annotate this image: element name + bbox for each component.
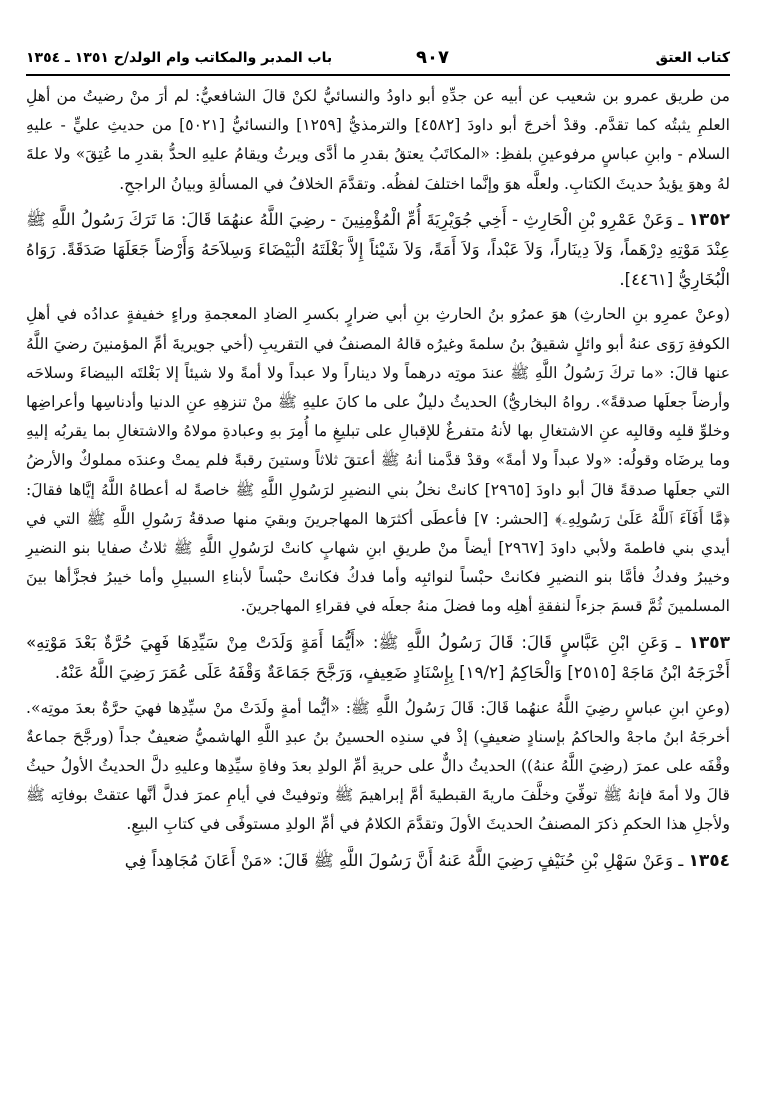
running-header — [26, 44, 730, 76]
hadith-number: ١٣٥٢ — [688, 209, 730, 230]
hadith-1354 — [26, 846, 730, 877]
chapter-title: باب المدبر والمكاتب وام الولد/ح ١٣٥١ ـ ١٣٥٤ — [26, 50, 333, 66]
hadith-text: ـ وَعَنْ عَمْرِو بْنِ الْحَارِثِ - أَخِي جُوَيْرِيَةَ أُمِّ الْمُؤْمِنِينَ - رضِيَ اللَّهُ عنهُمَا قَالَ: مَا تَرَكَ رَسُولُ اللَّهِ ﷺ عِنْدَ مَوْتِهِ دِرْهَماً، وَلاَ دِينَاراً، وَلاَ عَبْداً، وَلاَ أَمَةً، وَلاَ شَيْئاً إِلاَّ بَغْلَتَهُ الْبَيْضَاءَ وَسِلاَحَهُ وَأَرْضاً جَعَلَهَا صَدَقَةً. رَوَاهُ الْبُخَارِيُّ [٤٤٦١]. — [26, 209, 730, 289]
page-body — [26, 82, 730, 876]
hadith-number: ١٣٥٤ — [688, 850, 730, 871]
hadith-1353 — [26, 628, 730, 688]
hadith-1352 — [26, 205, 730, 295]
book-title: كتاب العتق — [655, 50, 730, 66]
hadith-text: ـ وَعَنِ ابْنِ عَبَّاسٍ قَالَ: قَالَ رَسُولُ اللَّهِ ﷺ: «أَيُّمَا أَمَةٍ وَلَدَتْ مِنْ سَيِّدِهَا فَهِيَ حُرَّةٌ بَعْدَ مَوْتِهِ» أَخْرَجَهُ ابْنُ مَاجَهْ [٢٥١٥] وَالْحَاكِمُ [١٩/٢] بِإِسْنَادٍ ضَعِيفٍ، وَرَجَّحَ جَمَاعَةٌ وَقْفَهُ عَلَى عُمَرَ رَضِيَ اللَّهُ عَنْهُ. — [26, 632, 730, 683]
commentary-paragraph: (وعنِ ابنِ عباسٍ رضِيَ اللَّهُ عنهُما قَالَ: قَالَ رَسُولُ اللَّهِ ﷺ: «أيُّما أمةٍ ولَدَتْ منْ سيِّدِها فهيَ حرَّةٌ بعدَ موتِه». أخرجَهُ ابنُ ماجهْ والحاكمُ بإسنادٍ ضعيفٍ) إذْ في سندِه الحسينُ بنُ عبدِ اللَّهِ الهاشميُّ ضعيفٌ جداً (ورجَّحَ جماعةٌ وقْفَه على عمرَ (رضِيَ اللَّهُ عنهُ)) الحديثُ دالٌّ على حريةِ أمِّ الولدِ بعدَ وفاةِ سيِّدِها وعليهِ دلَّ الحديثُ الأولُ حيثُ قالَ ولا أمةَ فإنهُ ﷺ توفِّيَ وخلَّفَ ماريةَ القبطيةَ أمَّ إبراهيمَ ﷺ وتوفيتْ في أيامِ عمرَ فدلَّ أنَّها عتقتْ بوفاتِه ﷺ ولأجلِ هذا الحكمِ ذكرَ المصنفُ الحديثَ الأولَ وتقدَّمَ الكلامُ في أمِّ الولدِ مستوفًى في كتابِ البيعِ. — [26, 698, 730, 834]
hadith-number: ١٣٥٣ — [688, 632, 730, 653]
hadith-text: ـ وَعَنْ سَهْلِ بْنِ حُنَيْفٍ رَضِيَ اللَّهُ عَنهُ أَنَّ رَسُولَ اللَّهِ ﷺ قَالَ: «مَنْ أَعَانَ مُجَاهِداً فِي — [124, 850, 684, 870]
commentary-paragraph: من طريق عمرو بن شعيب عن أبيه عن جدِّهِ أبو داودُ والنسائيُّ لكنْ قالَ الشافعيُّ: لم أرَ منْ رضيتُ من أهلِ العلمِ يثبتُه كما تقدَّم. وقدْ أخرجَ أبو داودَ [٤٥٨٢] والترمذيُّ [١٢٥٩] والنسائيُّ [٥٠٢١] من حديثِ عليٍّ - عليهِ السلام - وابنِ عباسٍ مرفوعينِ بلفظِ: «المكاتَبُ يعتقُ بقدرِ ما أدَّى ويرثُ ويقامُ عليهِ الحدُّ بقدرِ ما عُتِقَ» ولا علةَ لهُ وهوَ يؤيدُ حديثَ الكتابِ. ولعلَّه هوَ وإنَّما اختلفَ لفظُه. وتقدَّمَ الخلافُ في المسألةِ وبيانُ الراجحِ. — [26, 87, 730, 193]
commentary-paragraph: (وعنْ عمرِو بنِ الحارثِ) هوَ عمرُو بنُ الحارثِ بنِ أبي ضرارٍ بكسرِ الضادِ المعجمةِ وراءٍ خفيفةٍ عدادُه في أهلِ الكوفةِ رَوَى عنهُ أبو وائلٍ شقيقُ بنُ سلمةَ وغيرُه قالهُ المصنفُ في التقريبِ (أخي جويريةَ أمِّ المؤمنينَ رضيَ اللَّهُ عنها قالَ: «ما تركَ رَسُولُ اللَّهِ ﷺ عندَ موتِه درهماً ولا ديناراً ولا عبداً ولا أمةً ولا شيئاً إلا بَغْلتَه البيضاءَ وسلاحَه وأرضاً جعلَها صدقةً». رواهُ البخاريُّ) الحديثُ دليلٌ على ما كانَ عليهِ ﷺ منْ تنزهِهِ عنِ الدنيا وأدناسِها وأعراضِها وخلوِّ قلبِه وقالبِه عنِ الاشتغالِ بها لأنهُ متفرغٌ للإقبالِ على تبليغِ ما أُمِرَ بهِ وعبادةِ مولاهُ والاشتغالِ بما يقربُه إليهِ وما يرضَاه وقولُه: «ولا عبداً ولا أمةً» وقدْ قدَّمنا أنهُ ﷺ أعتقَ ثلاثاً وستينَ رقبةً فلم يمتْ وعندَه مملوكٌ والأرضُ التي جعلَها صدقةً قالَ أبو داودَ [٢٩٦٥] كانتْ نخلُ بني النضيرِ لرَسُولِ اللَّهِ ﷺ خاصةً له أعطاهُ اللَّهُ إيَّاها فقالَ: ﴿مَّا أَفَآءَ ٱللَّهُ عَلَىٰ رَسُولِهِۦ﴾ [الحشر: ٧] فأعطَى أكثرَها المهاجرينَ وبقيَ منها صدقةُ رَسُولِ اللَّهِ ﷺ التي في أيدي بني فاطمةَ ولأبي داودَ [٢٩٦٧] أيضاً منْ طريقِ ابنِ شهابٍ كانتْ لرَسُولِ اللَّهِ ﷺ ثلاثُ صفايا بنو النضيرِ وخيبرُ وفدكُ فأمَّا بنو النضيرِ فكانتْ حبْساً لنوائبِه وأما فدكُ فكانتْ حبْساً لأبناءِ السبيلِ وأما خيبرُ فجزَّأها بينَ المسلمينَ ثُمَّ قسمَ جزءاً لنفقةِ أهلِه وما فضلَ منهُ جعلَه في فقراءِ المهاجرينَ. — [26, 305, 730, 616]
page-number: ٩٠٧ — [416, 47, 449, 68]
